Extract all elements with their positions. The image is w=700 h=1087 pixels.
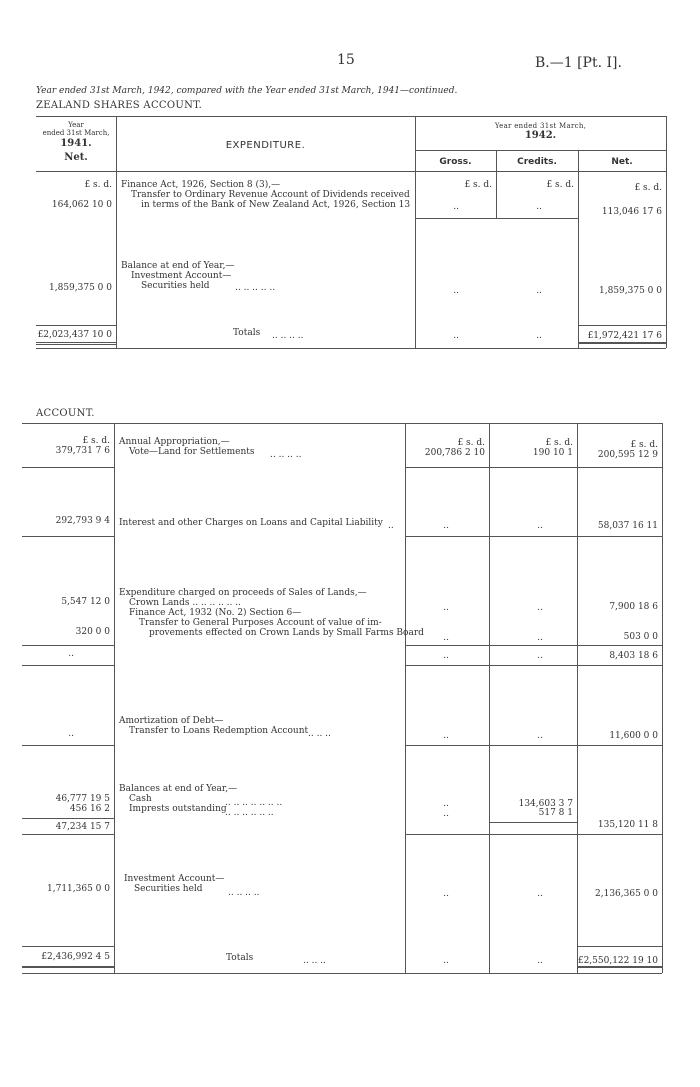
row-rule: [22, 536, 114, 537]
cell-credits: ..: [537, 633, 543, 643]
currency-1941: £ s. d.: [82, 436, 110, 446]
total-gross: ..: [453, 331, 459, 341]
header-credits: Credits.: [517, 157, 557, 167]
row-desc: Imprests outstanding: [129, 804, 227, 814]
row-desc: Vote—Land for Settlements: [129, 447, 255, 457]
cell-gross: 200,786 2 10: [424, 448, 485, 458]
leader-dots: .. .. ..: [303, 956, 326, 966]
leader-dots: ..: [388, 521, 394, 531]
cell-net: 1,859,375 0 0: [599, 286, 662, 296]
row-desc: Securities held: [134, 884, 203, 894]
leader-dots: .. .. .. .. ..: [235, 283, 276, 293]
cell-1941: 1,859,375 0 0: [49, 283, 112, 293]
table2-title: ACCOUNT.: [36, 408, 95, 419]
cell-net: 11,600 0 0: [609, 731, 658, 741]
leader-dots: .. .. .. ..: [270, 450, 302, 460]
cell-net: 135,120 11 8: [597, 820, 658, 830]
cell-net: 113,046 17 6: [601, 207, 662, 217]
subtotal-net: 8,403 18 6: [609, 651, 658, 661]
header-year-1941-line3: 1941.: [60, 138, 92, 149]
row-desc: Investment Account—: [124, 874, 225, 884]
row-rule: [405, 645, 662, 646]
cell-gross: ..: [443, 633, 449, 643]
total-double-rule: [22, 966, 114, 968]
total-rule: [577, 946, 662, 947]
table2-bottom-rule: [22, 973, 662, 974]
cell-gross: ..: [443, 521, 449, 531]
total-1941: £2,023,437 10 0: [37, 330, 112, 340]
row-rule: [22, 665, 114, 666]
total-net: £1,972,421 17 6: [587, 331, 662, 341]
cell-net: 200,595 12 9: [597, 450, 658, 460]
cell-1941: 379,731 7 6: [55, 446, 110, 456]
cell-credits: ..: [537, 521, 543, 531]
header-year-1941-line1: Year: [68, 121, 84, 129]
cell-1941: 456 16 2: [69, 804, 110, 814]
row-desc: Balance at end of Year,—: [121, 261, 235, 271]
cell-1941: ..: [68, 729, 74, 739]
total-credits: ..: [537, 956, 543, 966]
cell-credits: ..: [537, 603, 543, 613]
cell-net: 503 0 0: [623, 632, 658, 642]
cell-gross: ..: [443, 603, 449, 613]
row-desc: Expenditure charged on proceeds of Sales of Lands,—: [119, 588, 367, 598]
row-desc: Securities held: [141, 281, 210, 291]
totals-label: Totals: [233, 328, 261, 338]
row-desc: Transfer to Loans Redemption Account: [129, 726, 309, 736]
total-gross: ..: [443, 956, 449, 966]
page-number: 15: [337, 52, 355, 68]
row-rule: [22, 834, 114, 835]
currency-credits: £ s. d.: [545, 438, 573, 448]
total-credits: ..: [536, 331, 542, 341]
cell-credits: ..: [537, 731, 543, 741]
leader-dots: .. .. .. ..: [272, 331, 304, 341]
cell-1941: 46,777 19 5: [55, 794, 110, 804]
cell-net: 58,037 16 11: [597, 521, 658, 531]
currency-net: £ s. d.: [634, 183, 662, 193]
currency-gross: £ s. d.: [464, 180, 492, 190]
header-year-1941-line2: ended 31st March,: [42, 129, 110, 137]
subtotal-gross: ..: [443, 651, 449, 661]
header-year-1942-line2: 1942.: [524, 130, 557, 141]
row-desc: Finance Act, 1926, Section 8 (3),—: [121, 180, 281, 190]
cell-credits: 190 10 1: [532, 448, 573, 458]
row-desc: Finance Act, 1932 (No. 2) Section 6—: [129, 608, 302, 618]
header-expenditure: EXPENDITURE.: [225, 140, 306, 151]
cell-1941: 292,793 9 4: [55, 516, 110, 526]
row-desc: Crown Lands .. .. .. .. .. ..: [129, 598, 241, 608]
row-rule: [22, 467, 114, 468]
row-rule: [405, 834, 662, 835]
cell-credits: ..: [537, 889, 543, 899]
currency-net: £ s. d.: [630, 440, 658, 450]
row-desc: Interest and other Charges on Loans and Capital Liability: [119, 518, 383, 528]
cell-1941: 164,062 10 0: [51, 200, 112, 210]
table2-top-rule: [22, 423, 662, 424]
table1-title: ZEALAND SHARES ACCOUNT.: [36, 100, 203, 111]
row-rule: [405, 745, 662, 746]
cell-gross: ..: [443, 731, 449, 741]
cell-net: 2,136,365 0 0: [595, 889, 658, 899]
row-rule: [22, 818, 114, 819]
leader-dots: .. .. .. .. .. ..: [225, 808, 274, 818]
cell-gross: ..: [443, 799, 449, 809]
currency-gross: £ s. d.: [457, 438, 485, 448]
cell-credits: ..: [536, 202, 542, 212]
total-double-rule: [577, 966, 662, 968]
cell-gross: ..: [443, 889, 449, 899]
row-desc: Transfer to General Purposes Account of value of im-: [139, 618, 382, 628]
row-desc: in terms of the Bank of New Zealand Act, 1926, Section 13: [141, 200, 411, 210]
row-desc: provements effected on Crown Lands by Small Farms Board: [149, 628, 424, 638]
header-year-1942-line1: Year ended 31st March,: [494, 122, 587, 130]
total-1941: £2,436,992 4 5: [41, 952, 110, 962]
page-subtitle: Year ended 31st March, 1942, compared with the Year ended 31st March, 1941—continued.: [36, 86, 458, 96]
row-desc: Investment Account—: [131, 271, 232, 281]
leader-dots: .. .. ..: [308, 729, 331, 739]
row-rule: [405, 467, 662, 468]
row-rule: [489, 822, 577, 823]
row-desc: Annual Appropriation,—: [119, 437, 230, 447]
subtotal-1941: 47,234 15 7: [55, 822, 110, 832]
header-net: Net.: [611, 157, 633, 167]
subtotal-1941: ..: [68, 649, 74, 659]
row-rule: [22, 645, 114, 646]
cell-credits: 134,603 3 7: [518, 799, 573, 809]
row-desc: Balances at end of Year,—: [119, 784, 238, 794]
currency-credits: £ s. d.: [546, 180, 574, 190]
cell-net: 7,900 18 6: [609, 602, 658, 612]
header-gross: Gross.: [439, 157, 472, 167]
cell-gross: ..: [453, 286, 459, 296]
total-net: £2,550,122 19 10: [577, 956, 658, 966]
cell-1941: 5,547 12 0: [61, 597, 110, 607]
cell-gross: ..: [453, 202, 459, 212]
cell-1941: 320 0 0: [75, 627, 110, 637]
cell-gross: ..: [443, 809, 449, 819]
row-rule: [405, 536, 662, 537]
leader-dots: .. .. .. .. .. .. ..: [225, 798, 283, 808]
leader-dots: .. .. .. ..: [228, 888, 260, 898]
row-desc: Cash: [129, 794, 152, 804]
cell-credits: 517 8 1: [538, 808, 573, 818]
row-desc: Transfer to Ordinary Revenue Account of Dividends received: [131, 190, 410, 200]
subtotal-credits: ..: [537, 651, 543, 661]
table2-col-divider: [114, 423, 115, 973]
total-rule: [22, 946, 114, 947]
cell-credits: ..: [536, 286, 542, 296]
header-year-1941-net: Net.: [64, 152, 88, 163]
row-desc: Amortization of Debt—: [119, 716, 224, 726]
cell-1941: 1,711,365 0 0: [47, 884, 110, 894]
currency-1941: £ s. d.: [84, 180, 112, 190]
totals-label: Totals: [226, 953, 254, 963]
table2-col-divider: [662, 423, 663, 973]
page-reference: B.—1 [Pt. I].: [535, 55, 622, 71]
row-rule: [22, 745, 114, 746]
row-rule: [405, 665, 662, 666]
